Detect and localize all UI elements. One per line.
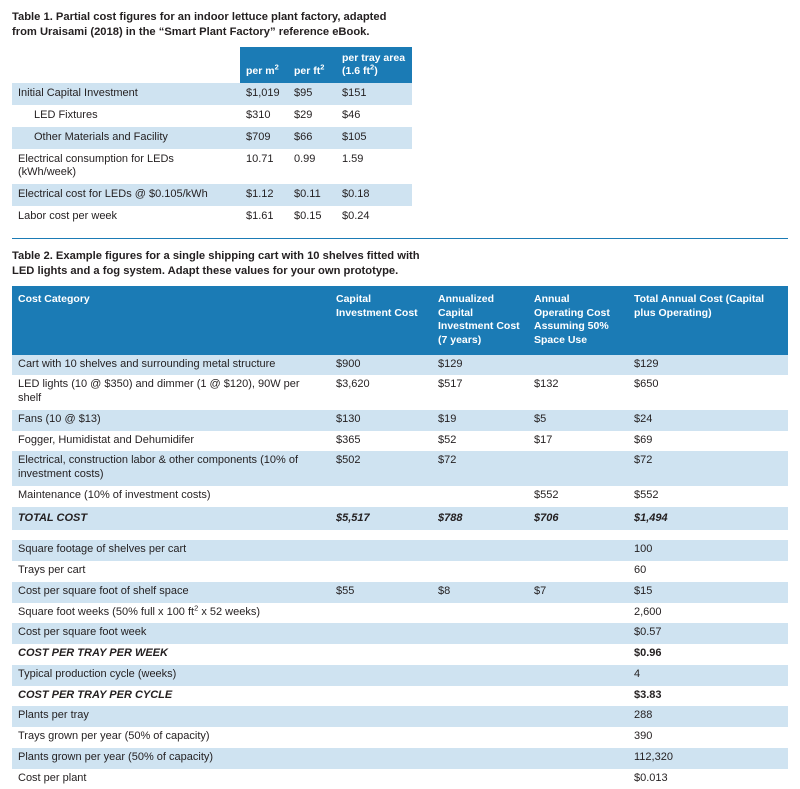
table1-cell: $66 <box>288 127 336 149</box>
table3-row-label: Trays per cart <box>12 561 330 582</box>
section-divider <box>12 238 788 239</box>
table-row <box>12 748 788 769</box>
table3-row-label: Typical production cycle (weeks) <box>12 665 330 686</box>
table1-header-blank <box>12 47 240 83</box>
table3-cell <box>432 644 528 665</box>
table3-row-label: Cost per plant <box>12 769 330 789</box>
table1 <box>12 47 412 228</box>
table-row <box>12 540 788 561</box>
table-row <box>12 561 788 582</box>
table3-row-label: Square foot weeks (50% full x 100 $ft^2$ x 52 weeks) <box>12 603 330 624</box>
table1-cell: $1,019 <box>240 83 288 105</box>
table2-total-cell: $5,517 <box>330 507 432 531</box>
table3-cell <box>432 706 528 727</box>
table-row <box>12 206 412 228</box>
table3-cell: $8 <box>432 582 528 603</box>
table1-cell: $1.61 <box>240 206 288 228</box>
table-row <box>12 486 788 507</box>
table3-row-label: Trays grown per year (50% of capacity) <box>12 727 330 748</box>
table2-row-label: Electrical, construction labor & other components (10% of investment costs) <box>12 451 330 486</box>
table3-row-label: COST PER TRAY PER CYCLE <box>12 686 330 707</box>
table2-cell <box>432 486 528 507</box>
table3-cell <box>432 623 528 644</box>
table2-header-annualized-capital: Annualized Capital Investment Cost (7 years) <box>432 286 528 355</box>
table2-cell: $5 <box>528 410 628 431</box>
table2-row-label: Maintenance (10% of investment costs) <box>12 486 330 507</box>
table3-metrics <box>12 540 788 789</box>
table1-cell: $0.15 <box>288 206 336 228</box>
table2-header-row <box>12 286 788 355</box>
table-row <box>12 769 788 789</box>
table1-cell: $46 <box>336 105 412 127</box>
table3-cell: 288 <box>628 706 788 727</box>
table3-cell: 60 <box>628 561 788 582</box>
table-row <box>12 184 412 206</box>
table2-cell: $24 <box>628 410 788 431</box>
table1-row-label: Electrical cost for LEDs @ $0.105/kWh <box>12 184 240 206</box>
table-row <box>12 127 412 149</box>
table1-cell: $709 <box>240 127 288 149</box>
table3-cell <box>528 727 628 748</box>
table1-row-label: Initial Capital Investment <box>12 83 240 105</box>
table3-cell: $0.96 <box>628 644 788 665</box>
table3-cell <box>330 769 432 789</box>
table3-row-label: Plants grown per year (50% of capacity) <box>12 748 330 769</box>
table2-row-label: Fans (10 @ $13) <box>12 410 330 431</box>
table-row <box>12 582 788 603</box>
table3-cell: $0.57 <box>628 623 788 644</box>
table3-cell: $0.013 <box>628 769 788 789</box>
table1-row-label: Labor cost per week <box>12 206 240 228</box>
table2-cell: $3,620 <box>330 375 432 410</box>
table3-cell <box>432 603 528 624</box>
table3-cell: 2,600 <box>628 603 788 624</box>
table-row <box>12 431 788 452</box>
table2-total-label: TOTAL COST <box>12 507 330 531</box>
table3-cell <box>528 706 628 727</box>
table3-cell <box>528 686 628 707</box>
table3-cell <box>330 623 432 644</box>
table2-cell <box>330 486 432 507</box>
table1-row-label: Electrical consumption for LEDs (kWh/week) <box>12 149 240 185</box>
table1-header-per-m2: per $m^2$ <box>240 47 288 83</box>
table-row <box>12 727 788 748</box>
table-row <box>12 665 788 686</box>
table3-row-label: Cost per square foot week <box>12 623 330 644</box>
table3-cell <box>432 769 528 789</box>
table3-cell <box>432 748 528 769</box>
table2-cell <box>528 451 628 486</box>
table3-cell <box>528 748 628 769</box>
table3-cell <box>330 540 432 561</box>
table2-header-cost-category: Cost Category <box>12 286 330 355</box>
table1-cell: 0.99 <box>288 149 336 185</box>
table2-cell: $72 <box>432 451 528 486</box>
table3-cell: $3.83 <box>628 686 788 707</box>
table-row <box>12 451 788 486</box>
table-row <box>12 83 412 105</box>
table-row <box>12 686 788 707</box>
table3-cell <box>528 540 628 561</box>
table3-cell <box>432 561 528 582</box>
table3-cell: $15 <box>628 582 788 603</box>
table3-row-label: COST PER TRAY PER WEEK <box>12 644 330 665</box>
table-row <box>12 375 788 410</box>
table3-cell <box>528 665 628 686</box>
table2-total-cell: $1,494 <box>628 507 788 531</box>
table1-cell: $0.18 <box>336 184 412 206</box>
table3-cell <box>528 561 628 582</box>
table-row <box>12 149 412 185</box>
table2-header-annual-operating: Annual Operating Cost Assuming 50% Space Use <box>528 286 628 355</box>
table2-cell: $72 <box>628 451 788 486</box>
table2-header-total-annual: Total Annual Cost (Capital plus Operating) <box>628 286 788 355</box>
table3-row-label: Plants per tray <box>12 706 330 727</box>
table3-cell <box>432 686 528 707</box>
table3-cell <box>330 644 432 665</box>
table2-total-cell: $706 <box>528 507 628 531</box>
table3-cell <box>330 706 432 727</box>
table2-cell: $650 <box>628 375 788 410</box>
table2-cell: $132 <box>528 375 628 410</box>
table3-cell <box>528 623 628 644</box>
table3-cell: 112,320 <box>628 748 788 769</box>
table1-cell: $29 <box>288 105 336 127</box>
table1-cell: $95 <box>288 83 336 105</box>
table1-cell: $0.11 <box>288 184 336 206</box>
table2-header-capital-investment-cost: Capital Investment Cost <box>330 286 432 355</box>
table3-cell <box>330 665 432 686</box>
table2-cell: $552 <box>528 486 628 507</box>
table-row <box>12 355 788 376</box>
table3-cell: $55 <box>330 582 432 603</box>
table2-cell: $17 <box>528 431 628 452</box>
table1-cell: $310 <box>240 105 288 127</box>
table2-cell: $552 <box>628 486 788 507</box>
table3-cell <box>528 644 628 665</box>
table3-row-label: Square footage of shelves per cart <box>12 540 330 561</box>
table1-cell: 10.71 <box>240 149 288 185</box>
table3-cell <box>330 561 432 582</box>
table-gap <box>12 530 788 540</box>
table2-cell: $69 <box>628 431 788 452</box>
table1-row-label: LED Fixtures <box>12 105 240 127</box>
table3-cell <box>528 603 628 624</box>
table2-cell: $130 <box>330 410 432 431</box>
table2-cell: $365 <box>330 431 432 452</box>
table-row <box>12 706 788 727</box>
table2-cell: $129 <box>432 355 528 376</box>
table1-caption: Table 1. Partial cost figures for an indoor lettuce plant factory, adapted from Uraisami (2018) in the “Smart Plant Factory” reference eBook. <box>12 10 412 40</box>
table2 <box>12 286 788 530</box>
table2-cell: $19 <box>432 410 528 431</box>
table2-cell: $517 <box>432 375 528 410</box>
table1-cell: 1.59 <box>336 149 412 185</box>
table3-cell: 390 <box>628 727 788 748</box>
table3-cell <box>330 727 432 748</box>
table2-cell: $52 <box>432 431 528 452</box>
table3-cell <box>432 727 528 748</box>
table1-header-per-tray: per tray area (1.6 $ft^2$) <box>336 47 412 83</box>
table2-row-label: LED lights (10 @ $350) and dimmer (1 @ $120), 90W per shelf <box>12 375 330 410</box>
table2-row-label: Fogger, Humidistat and Dehumidifer <box>12 431 330 452</box>
table1-row-label: Other Materials and Facility <box>12 127 240 149</box>
table2-cell: $900 <box>330 355 432 376</box>
table2-cell <box>528 355 628 376</box>
table1-cell: $0.24 <box>336 206 412 228</box>
table3-cell <box>330 603 432 624</box>
table3-cell: 100 <box>628 540 788 561</box>
table1-cell: $105 <box>336 127 412 149</box>
table2-caption: Table 2. Example figures for a single shipping cart with 10 shelves fitted with LED lights and a fog system. Adapt these values for your own prototype. <box>12 249 432 279</box>
table-row <box>12 410 788 431</box>
table3-cell <box>528 769 628 789</box>
table-row <box>12 603 788 624</box>
table3-cell <box>432 665 528 686</box>
table3-cell: $7 <box>528 582 628 603</box>
table2-cell: $129 <box>628 355 788 376</box>
table-row <box>12 644 788 665</box>
table2-total-row <box>12 507 788 531</box>
table3-cell: 4 <box>628 665 788 686</box>
table1-header-per-ft2: per $ft^2$ <box>288 47 336 83</box>
table2-row-label: Cart with 10 shelves and surrounding metal structure <box>12 355 330 376</box>
table1-header-row <box>12 47 412 83</box>
table3-row-label: Cost per square foot of shelf space <box>12 582 330 603</box>
table1-cell: $1.12 <box>240 184 288 206</box>
table3-cell <box>330 748 432 769</box>
table2-total-cell: $788 <box>432 507 528 531</box>
table1-cell: $151 <box>336 83 412 105</box>
table-row <box>12 105 412 127</box>
table-row <box>12 623 788 644</box>
table3-cell <box>432 540 528 561</box>
table3-cell <box>330 686 432 707</box>
table2-cell: $502 <box>330 451 432 486</box>
